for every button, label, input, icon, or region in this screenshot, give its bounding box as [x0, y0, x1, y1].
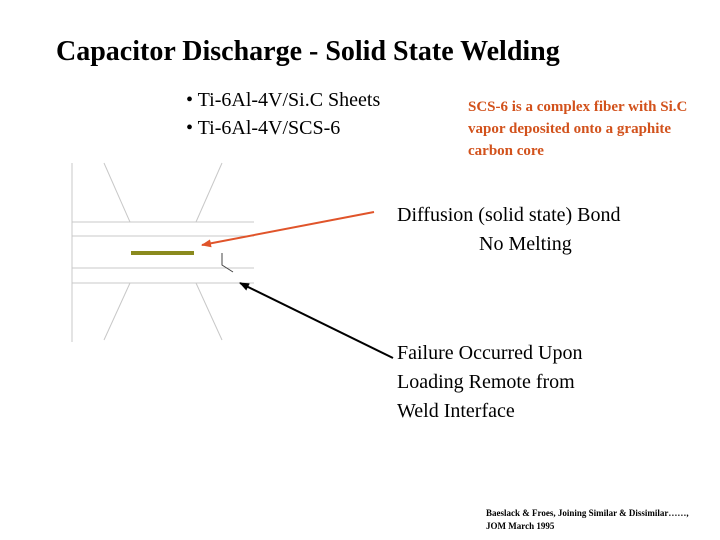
- bond-arrow: [202, 212, 374, 245]
- lower-left-edge: [104, 283, 130, 340]
- citation-line: Baeslack & Froes, Joining Similar & Dissimilar……,: [486, 508, 689, 518]
- bullet-item: • Ti-6Al-4V/Si.C Sheets: [186, 89, 381, 111]
- lower-right-edge: [196, 283, 222, 340]
- upper-right-edge: [196, 163, 222, 222]
- failure-label-line: Failure Occurred Upon: [397, 342, 583, 364]
- failure-location-mark: [222, 253, 233, 272]
- citation-line: JOM March 1995: [486, 521, 555, 531]
- bullet-list: [186, 86, 380, 142]
- failure-annotation: [397, 339, 583, 426]
- upper-left-edge: [104, 163, 130, 222]
- failure-label-line: Loading Remote from: [397, 371, 575, 393]
- failure-arrow: [240, 283, 393, 358]
- scs6-note: SCS-6 is a complex fiber with Si.C vapor deposited onto a graphite carbon core: [468, 99, 688, 159]
- bond-annotation: [397, 201, 621, 259]
- bond-label: Diffusion (solid state) Bond: [397, 204, 621, 226]
- citation: [486, 507, 689, 533]
- failure-label-line: Weld Interface: [397, 400, 515, 422]
- no-melting-label: No Melting: [479, 233, 572, 255]
- bullet-item: • Ti-6Al-4V/SCS-6: [186, 117, 341, 139]
- slide-title: Capacitor Discharge - Solid State Welding: [56, 36, 560, 67]
